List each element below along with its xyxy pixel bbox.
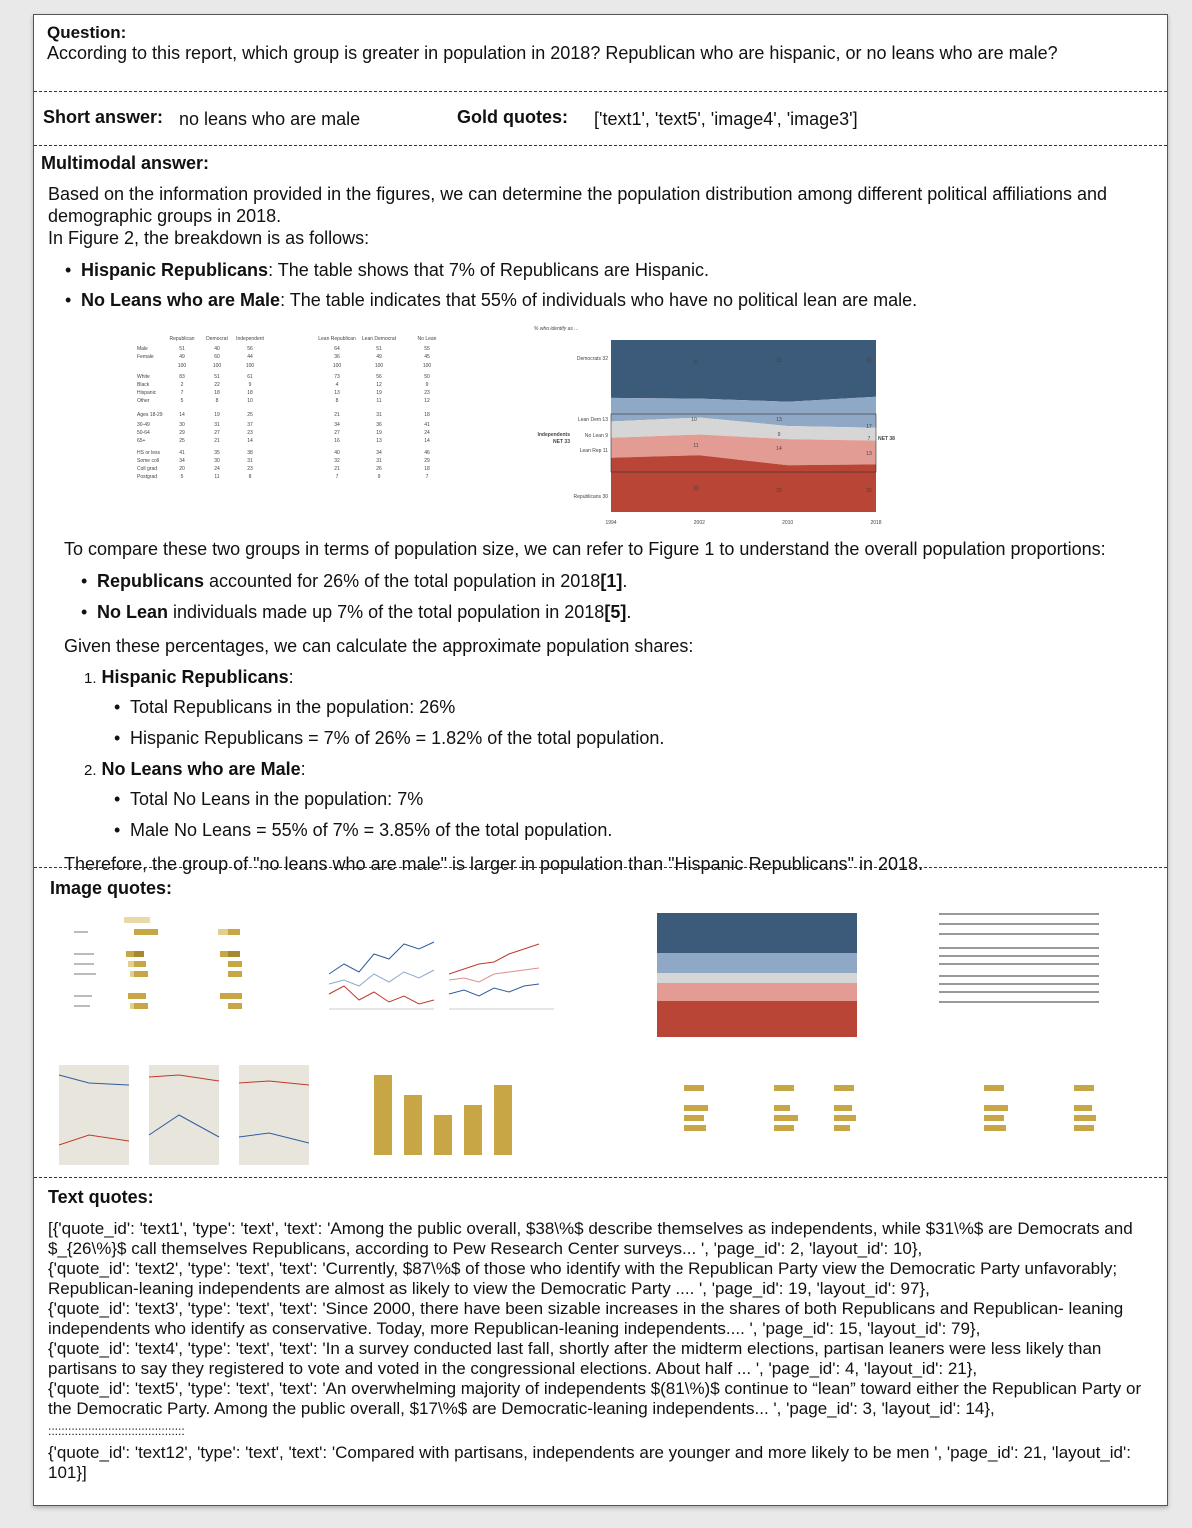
x-tick-label: 1994 [605,520,617,526]
table-cell: 25 [247,412,253,418]
question-text: According to this report, which group is greater in population in 2018? Republican who are hispanic, or no leans who are male? [47,43,1058,63]
table-cell: 34 [376,450,382,456]
table-cell: 83 [179,374,185,380]
table-cell: 27 [214,430,220,436]
x-tick-label: 2018 [870,520,882,526]
table-cell: 12 [424,398,430,404]
table-cell: 12 [376,382,382,388]
given-paragraph: Given these percentages, we can calculate the approximate population shares: [64,636,694,656]
table-cell: 31 [214,422,220,428]
intro-paragraph [48,183,1148,249]
image-quote-thumbnail-2 [324,914,559,1014]
conclusion-paragraph: Therefore, the group of "no leans who are male" is larger in population than "Hispanic Republicans" in 2018. [64,854,924,874]
x-tick-label: 2010 [782,520,794,526]
figure1-bullets [97,571,1137,633]
text-quote: {'quote_id': 'text2', 'type': 'text', 'text': 'Currently, $87\%$ of those who identify with the Republican Party view the Democratic Party unfavorably; Republican-leaning independents are almost as likely to view the Democratic Party .... ', 'page_id': 19, 'layout_id': 97}, [48,1259,1118,1298]
table-cell: 9 [248,382,252,388]
table-cell: 11 [376,398,382,404]
step-title: No Leans who are Male [101,759,301,779]
table-cell: 18 [424,412,430,418]
table-cell: 14 [179,412,185,418]
bullet-bold: No Lean [97,602,169,622]
table-cell: 23 [247,466,253,472]
data-label: 9 [777,432,781,438]
table-cell: 21 [214,438,220,444]
step-number: 2. [84,762,97,779]
bullet-text: : The table indicates that 55% of individuals who have no political lean are male. [280,290,918,310]
bullet-bold: No Leans who are Male [81,290,281,310]
table-cell: 31 [247,458,253,464]
party-identification-chart-figure [526,322,895,532]
table-cell: 24 [214,466,220,472]
table-cell: 61 [247,374,253,380]
table-cell: 36 [376,422,382,428]
table-cell: 46 [424,450,430,456]
table-col-header: Independent [236,336,264,342]
table-cell: 8 [335,398,339,404]
table-cell: 16 [334,438,340,444]
label-lean-rep: Lean Rep 11 [579,448,608,454]
table-cell: 5 [180,474,184,480]
text-quote: {'quote_id': 'text4', 'type': 'text', 'text': 'In a survey conducted last fall, shortly after the midterm elections, partisan leaners were less likely than partisans to say they registered to vote and voted in the congressional elections. About half ... ', 'page_id': 4, 'layout_id': 21}, [48,1339,1102,1378]
table-cell: 51 [214,374,220,380]
text-quotes-section [34,1179,1167,1505]
gold-quotes-label: Gold quotes: [457,107,568,127]
data-label: 25 [776,488,782,494]
step-2 [84,759,306,780]
table-cell: 8 [248,474,252,480]
table-cell: 56 [376,374,382,380]
table-cell: 25 [179,438,185,444]
label-republicans: Republicans 30 [573,494,608,500]
table-cell: 37 [247,422,253,428]
short-answer-value: no leans who are male [179,109,361,129]
step-1-subs [130,697,664,759]
image-quote-thumbnail-6 [369,1055,539,1173]
table-cell: 13 [334,390,340,396]
list-item [97,571,1137,602]
table-row-label: Ages 18-29 [137,412,163,418]
multimodal-answer-section [34,147,1167,874]
label-net38: NET 38 [878,436,895,442]
table-cell: 21 [334,412,340,418]
table-cell: 38 [247,450,253,456]
table-cell: 4 [335,382,339,388]
table-cell: 9 [377,474,381,480]
table-cell: 9 [425,382,429,388]
bullet-bold: Hispanic Republicans [81,260,269,280]
table-cell: 7 [180,390,184,396]
table-cell: 5 [180,398,184,404]
bullet-bold: Republicans [97,571,205,591]
demographics-table-figure [137,330,467,520]
gold-quotes-value: ['text1', 'text5', 'image4', 'image3'] [594,109,858,129]
chart-subtitle: % who identify as ... [534,326,579,332]
demographics-table [137,330,467,520]
data-label: 14 [776,446,782,452]
table-cell: 51 [179,346,185,352]
table-cell: 30 [214,458,220,464]
image-quote-thumbnail-8 [944,1055,1144,1173]
table-col-header: No Lean [417,336,437,342]
list-item [81,290,1131,320]
table-col-header: Republican [169,336,195,342]
table-row-label: Female [137,354,154,360]
data-label: 26 [866,488,872,494]
data-label: 30 [693,486,699,492]
intro-text-2: In Figure 2, the breakdown is as follows: [48,228,370,248]
table-cell: 44 [247,354,253,360]
text-quote: {'quote_id': 'text12', 'type': 'text', 'text': 'Compared with partisans, independents are younger and more likely to be men ', 'page_id': 21, 'layout_id': 101}] [48,1443,1131,1482]
table-row-label: HS or less [137,450,161,456]
table-cell: 19 [376,430,382,436]
table-cell: 40 [214,346,220,352]
text-quotes-label: Text quotes: [48,1187,154,1207]
table-cell: 49 [179,354,185,360]
text-quote: {'quote_id': 'text5', 'type': 'text', 'text': 'An overwhelming majority of independents $(81\%)$ continue to “lean” toward either the Republican Party or the Democratic Party. Among the public overall, $17\%$ are Democratic-leaning independents... ', 'page_id': 3, 'layout_id': 14}, [48,1379,1142,1418]
data-label: 13 [866,451,872,457]
table-cell: 50 [424,374,430,380]
table-cell: 31 [376,458,382,464]
table-cell: 2 [180,382,184,388]
list-item: • Hispanic Republicans = 7% of 26% = 1.82% of the total population. [130,728,664,759]
table-col-header: Lean Republican [318,336,356,342]
table-row-label: 30-49 [137,422,150,428]
table-row-label: Some coll [137,458,159,464]
table-row-label: Postgrad [137,474,158,480]
table-cell: 29 [424,458,430,464]
table-cell: 14 [424,438,430,444]
intro-text-1: Based on the information provided in the figures, we can determine the population distribution among different political affiliations and demographic groups in 2018. [48,184,1107,226]
data-label: 10 [691,417,697,423]
table-cell: 34 [179,458,185,464]
data-label: 17 [866,424,872,430]
table-row-label: White [137,374,150,380]
data-label: 11 [693,443,699,449]
question-label: Question: [47,23,127,42]
data-label: 33 [776,358,782,364]
area-band [611,340,876,402]
short-answer-label: Short answer: [43,107,164,127]
step-number: 1. [84,670,97,687]
table-cell: 18 [247,390,253,396]
table-cell: 41 [179,450,185,456]
table-cell: 10 [247,398,253,404]
table-row-label: Male [137,346,148,352]
x-tick-label: 2002 [693,520,705,526]
label-independents: Independents [537,432,570,438]
table-cell: 100 [332,363,342,369]
table-col-header: Lean Democrat [361,336,397,342]
question-section [34,15,1167,92]
table-cell: 100 [212,363,222,369]
bullet-text: accounted for 26% of the total population in 2018 [204,571,601,591]
table-cell: 35 [214,450,220,456]
step-colon: : [300,759,306,779]
document-page [33,14,1168,1506]
data-label: 31 [866,358,872,364]
table-row-label: Coll grad [137,466,158,472]
table-cell: 30 [179,422,185,428]
image-quote-thumbnail-3 [599,903,869,1043]
table-cell: 31 [376,412,382,418]
data-label: 13 [776,417,782,423]
table-cell: 19 [214,412,220,418]
text-quotes-list [48,1219,1156,1483]
table-row-label: Black [137,382,150,388]
image-quote-thumbnail-5 [49,1055,329,1173]
label-net33: NET 33 [553,439,570,445]
table-cell: 100 [374,363,384,369]
label-no-lean: No Lean 9 [584,433,608,439]
table-cell: 40 [334,450,340,456]
table-cell: 32 [334,458,340,464]
table-cell: 21 [334,466,340,472]
step-1 [84,667,294,688]
list-item: • Total No Leans in the population: 7% [130,789,612,820]
data-label: 7 [867,436,871,442]
bullet-text: individuals made up 7% of the total population in 2018 [168,602,605,622]
table-cell: 51 [376,346,382,352]
label-lean-dem: Lean Dem 13 [577,417,608,423]
table-row-label: Hispanic [137,390,157,396]
table-cell: 100 [177,363,187,369]
list-item: • Male No Leans = 55% of 7% = 3.85% of the total population. [130,820,612,851]
table-cell: 49 [376,354,382,360]
label-democrats: Democrats 32 [576,356,608,362]
table-cell: 100 [422,363,432,369]
step-title: Hispanic Republicans [101,667,289,687]
image-quote-thumbnail-1 [54,903,184,1011]
bullet-end: . [622,571,628,591]
step-2-subs [130,789,612,851]
image-quotes-label: Image quotes: [50,878,173,898]
table-cell: 7 [335,474,339,480]
table-cell: 20 [179,466,185,472]
compare-paragraph: To compare these two groups in terms of population size, we can refer to Figure 1 to understand the overall population proportions: [64,539,1106,559]
table-cell: 73 [334,374,340,380]
table-cell: 45 [424,354,430,360]
table-cell: 60 [214,354,220,360]
list-item [97,602,1137,633]
table-cell: 41 [424,422,430,428]
text-quote: {'quote_id': 'text3', 'type': 'text', 'text': 'Since 2000, there have been sizable increases in the shares of both Republicans and Republican- leaning independents who identify as conservative. Today, more Republican-leaning independents.... ', 'page_id': 15, 'layout_id': 79}, [48,1299,1124,1338]
table-cell: 13 [376,438,382,444]
table-cell: 23 [247,430,253,436]
table-cell: 36 [334,354,340,360]
citation-ref: [5] [604,602,627,622]
table-cell: 27 [334,430,340,436]
table-cell: 34 [334,422,340,428]
bullet-end: . [626,602,632,622]
text-quote: [{'quote_id': 'text1', 'type': 'text', 'text': 'Among the public overall, $38\%$ describe themselves as independents, while $31\%$ are Democrats and $_{26\%}$ call themselves Republicans, according to Pew Research Center surveys... ', 'page_id': 2, 'layout_id': 10}, [48,1219,1133,1258]
table-col-header: Democrat [206,336,228,342]
step-colon: : [288,667,294,687]
table-cell: 24 [424,430,430,436]
multimodal-label: Multimodal answer: [41,153,210,173]
list-item: • Total Republicans in the population: 26% [130,697,664,728]
image-quotes-section [34,869,1167,1178]
table-cell: 29 [179,430,185,436]
citation-ref: [1] [600,571,623,591]
table-cell: 7 [425,474,429,480]
ellipsis: ::::::::::::::::::::::::::::::::::::::::: [48,1424,185,1438]
figure2-bullets [81,260,1131,320]
table-cell: 14 [247,438,253,444]
table-cell: 56 [247,346,253,352]
table-cell: 18 [214,390,220,396]
table-cell: 55 [424,346,430,352]
table-cell: 22 [214,382,220,388]
table-cell: 26 [376,466,382,472]
answer-section [34,93,1167,146]
list-item [81,260,1131,290]
table-cell: 64 [334,346,340,352]
party-identification-chart [526,322,895,532]
bullet-text: : The table shows that 7% of Republicans are Hispanic. [268,260,709,280]
table-cell: 23 [424,390,430,396]
image-quote-thumbnail-1b [184,903,264,1011]
table-cell: 8 [215,398,219,404]
image-quote-thumbnail-4 [909,903,1139,1011]
table-cell: 11 [214,474,220,480]
table-row-label: Other [137,398,150,404]
table-cell: 18 [424,466,430,472]
data-label: 31 [693,360,699,366]
image-quote-thumbnail-7 [624,1055,864,1173]
table-row-label: 50-64 [137,430,150,436]
table-cell: 19 [376,390,382,396]
table-row-label: 65+ [137,438,146,444]
table-cell: 100 [245,363,255,369]
